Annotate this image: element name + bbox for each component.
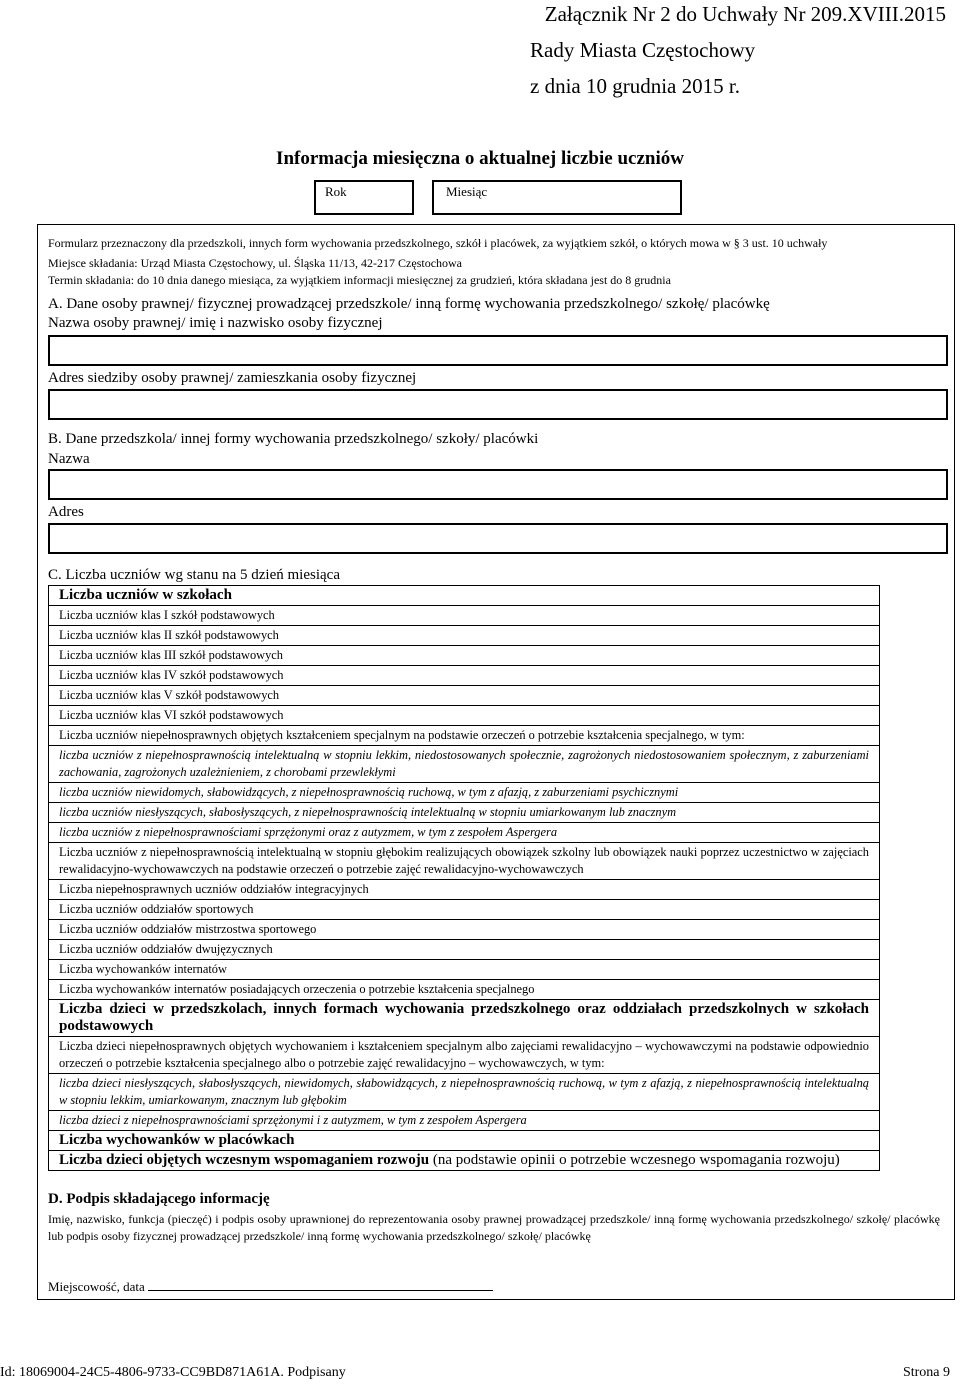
row-label: Liczba dzieci w przedszkolach, innych formach wychowania przedszkolnego oraz oddziałach przedszkolnych w szkołach podstawowych <box>49 1000 880 1037</box>
place-date-line[interactable] <box>148 1278 493 1291</box>
row-label <box>49 1151 880 1171</box>
section-b-address-label: Adres <box>48 504 84 520</box>
section-a-address-label: Adres siedziby osoby prawnej/ zamieszkania osoby fizycznej <box>48 370 417 386</box>
footer-page: Strona 9 <box>902 1365 950 1380</box>
section-a-name-label: Nazwa osoby prawnej/ imię i nazwisko osoby fizycznej <box>48 315 383 331</box>
table-row <box>49 843 880 880</box>
table-row <box>49 686 880 706</box>
section-a-title: A. Dane osoby prawnej/ fizycznej prowadzącej przedszkole/ inną formę wychowania przedszkolnego/ szkołę/ placówkę <box>48 296 770 312</box>
table-row <box>49 1151 880 1171</box>
table-row <box>49 1111 880 1131</box>
section-d-text: Imię, nazwisko, funkcja (pieczęć) i podpis osoby uprawnionej do reprezentowania osoby prawnej prowadzącej przedszkole/ inną formę wychowania przedszkolnego/ szkołę/ placówkę lub podpis osoby fizycznej prowadzącej przedszkole/ inną formę wychowania przedszkolnego/ szkołę/ placówkę <box>48 1212 940 1243</box>
place-date-row[interactable] <box>48 1278 493 1295</box>
table-row <box>49 746 880 783</box>
row-label: Liczba uczniów z niepełnosprawnością intelektualną w stopniu głębokim realizujących obowiązek szkolny lub obowiązek nauki poprzez uczestnictwo w zajęciach rewalidacyjno-wychowawczych na podstawie orzeczeń o potrzebie zajęć rewalidacyjno-wychowawczych <box>49 843 880 880</box>
row-label: liczba uczniów niesłyszących, słabosłyszących, z niepełnosprawnością intelektualną w stopniu umiarkowanym lub znacznym <box>49 803 880 823</box>
row-label-bold: Liczba dzieci objętych wczesnym wspomaganiem rozwoju <box>59 1152 430 1168</box>
row-label: liczba uczniów z niepełnosprawnością intelektualną w stopniu lekkim, niedostosowanych społecznie, zagrożonych niedostosowaniem społecznym, z zaburzeniami zachowania, zagrożonych uzależnieniem, z chorobami przewlekłymi <box>49 746 880 783</box>
row-label: Liczba uczniów oddziałów dwujęzycznych <box>49 940 880 960</box>
section-b-name-input[interactable] <box>48 469 948 500</box>
table-row <box>49 646 880 666</box>
row-label: Liczba uczniów w szkołach <box>49 586 880 606</box>
header-line2: Rady Miasta Częstochowy <box>530 38 756 62</box>
table-row <box>49 880 880 900</box>
row-label: liczba dzieci z niepełnosprawnościami sprzężonymi i z autyzmem, w tym z zespołem Aspergera <box>49 1111 880 1131</box>
page-title: Informacja miesięczna o aktualnej liczbie uczniów <box>276 148 684 169</box>
table-row <box>49 1074 880 1111</box>
section-b-title: B. Dane przedszkola/ innej formy wychowania przedszkolnego/ szkoły/ placówki <box>48 431 539 447</box>
table-row <box>49 586 880 606</box>
row-label: Liczba wychowanków internatów posiadających orzeczenia o potrzebie kształcenia specjalnego <box>49 980 880 1000</box>
table-row <box>49 980 880 1000</box>
section-c-table <box>48 585 880 1171</box>
table-row <box>49 783 880 803</box>
row-label: Liczba uczniów klas II szkół podstawowych <box>49 626 880 646</box>
row-label: Liczba wychowanków w placówkach <box>49 1131 880 1151</box>
row-label: Liczba uczniów klas V szkół podstawowych <box>49 686 880 706</box>
header-line1: Załącznik Nr 2 do Uchwały Nr 209.XVIII.2015 <box>544 2 946 26</box>
table-row <box>49 1000 880 1037</box>
header-line3: z dnia 10 grudnia 2015 r. <box>530 74 740 98</box>
table-row <box>49 940 880 960</box>
row-label: Liczba uczniów klas III szkół podstawowych <box>49 646 880 666</box>
table-row <box>49 706 880 726</box>
section-a-address-input[interactable] <box>48 389 948 420</box>
table-row <box>49 626 880 646</box>
section-a-name-input[interactable] <box>48 335 948 366</box>
row-label: Liczba uczniów niepełnosprawnych objętych kształceniem specjalnym na podstawie orzeczeń o potrzebie kształcenia specjalnego, w tym: <box>49 726 880 746</box>
intro-place: Miejsce składania: Urząd Miasta Częstochowy, ul. Śląska 11/13, 42-217 Częstochowa <box>48 256 463 270</box>
table-row <box>49 1131 880 1151</box>
table-row <box>49 726 880 746</box>
row-label: Liczba niepełnosprawnych uczniów oddziałów integracyjnych <box>49 880 880 900</box>
section-b-address-input[interactable] <box>48 523 948 554</box>
row-label: Liczba uczniów oddziałów mistrzostwa sportowego <box>49 920 880 940</box>
table-row <box>49 606 880 626</box>
miesiac-field[interactable] <box>432 180 682 215</box>
row-label: Liczba uczniów klas VI szkół podstawowych <box>49 706 880 726</box>
place-date-label: Miejscowość, data <box>48 1279 145 1294</box>
row-label: Liczba wychowanków internatów <box>49 960 880 980</box>
rok-field[interactable] <box>314 180 414 215</box>
intro-deadline: Termin składania: do 10 dnia danego miesiąca, za wyjątkiem informacji miesięcznej za grudzień, która składana jest do 8 grudnia <box>48 273 671 287</box>
table-row <box>49 920 880 940</box>
rok-label: Rok <box>325 184 347 199</box>
row-label: liczba uczniów z niepełnosprawnościami sprzężonymi oraz z autyzmem, w tym z zespołem Aspergera <box>49 823 880 843</box>
row-label: liczba dzieci niesłyszących, słabosłyszących, niewidomych, słabowidzących, z niepełnosprawnością ruchową, w tym z afazją, z niepełnosprawnością intelektualną w stopniu lekkim, umiarkowanym, znacznym lub głębokim <box>49 1074 880 1111</box>
table-row <box>49 666 880 686</box>
row-label: Liczba uczniów klas IV szkół podstawowych <box>49 666 880 686</box>
table-row <box>49 823 880 843</box>
row-label-rest: (na podstawie opinii o potrzebie wczesnego wspomagania rozwoju) <box>429 1152 840 1168</box>
row-label: Liczba uczniów klas I szkół podstawowych <box>49 606 880 626</box>
row-label: Liczba uczniów oddziałów sportowych <box>49 900 880 920</box>
footer-id: Id: 18069004-24C5-4806-9733-CC9BD871A61A. Podpisany <box>0 1365 346 1380</box>
table-row <box>49 1037 880 1074</box>
table-row <box>49 900 880 920</box>
row-label: liczba uczniów niewidomych, słabowidzących, z niepełnosprawnością ruchową, w tym z afazją, z zaburzeniami psychicznymi <box>49 783 880 803</box>
row-label: Liczba dzieci niepełnosprawnych objętych wychowaniem i kształceniem specjalnym albo zajęciami rewalidacyjno – wychowawczymi na podstawie odpowiednio orzeczeń o potrzebie kształcenia specjalnego albo o potrzebie zajęć rewalidacyjno – wychowawczych, w tym: <box>49 1037 880 1074</box>
section-d-title: D. Podpis składającego informację <box>48 1191 270 1207</box>
miesiac-label: Miesiąc <box>446 184 488 199</box>
table-row <box>49 803 880 823</box>
intro-purpose: Formularz przeznaczony dla przedszkoli, innych form wychowania przedszkolnego, szkół i placówek, za wyjątkiem szkół, o których mowa w § 3 ust. 10 uchwały <box>48 236 828 250</box>
section-c-title: C. Liczba uczniów wg stanu na 5 dzień miesiąca <box>48 567 340 583</box>
table-row <box>49 960 880 980</box>
section-b-name-label: Nazwa <box>48 451 90 467</box>
